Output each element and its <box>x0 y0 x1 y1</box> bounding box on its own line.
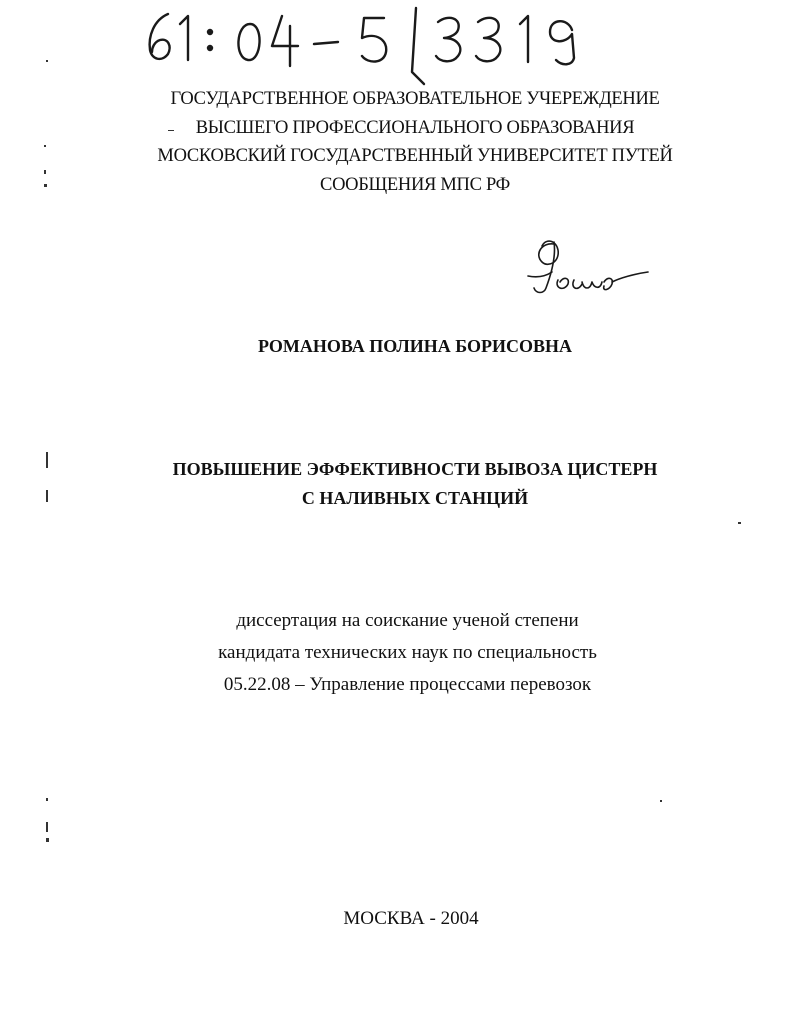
scan-speck <box>44 145 46 147</box>
degree-line-3: 05.22.08 – Управление процессами перевозок <box>223 674 592 695</box>
institution-line-4: СООБЩЕНИЯ МПС РФ <box>320 174 510 195</box>
institution-line-3: МОСКОВСКИЙ ГОСУДАРСТВЕННЫЙ УНИВЕРСИТЕТ ПУТЕЙ <box>157 146 673 166</box>
author-name: РОМАНОВА ПОЛИНА БОРИСОВНА <box>257 336 573 356</box>
degree-line-1: диссертация на соискание ученой степени <box>236 610 579 631</box>
title-line-1: ПОВЫШЕНИЕ ЭФФЕКТИВНОСТИ ВЫВОЗА ЦИСТЕРН <box>172 459 658 479</box>
scan-speck <box>46 838 49 842</box>
handwritten-archive-code <box>140 2 600 88</box>
degree-line-2: кандидата технических наук по специальность <box>218 642 597 663</box>
city-year: МОСКВА - 2004 <box>343 908 479 929</box>
title-line-2: С НАЛИВНЫХ СТАНЦИЙ <box>301 488 529 508</box>
institution-line-2: ВЫСШЕГО ПРОФЕССИОНАЛЬНОГО ОБРАЗОВАНИЯ <box>195 117 635 138</box>
scan-speck <box>660 800 662 802</box>
scan-speck <box>46 798 48 801</box>
dissertation-title <box>0 455 791 513</box>
scan-speck <box>46 822 48 832</box>
scan-speck <box>46 452 48 468</box>
scan-speck <box>46 60 48 62</box>
scan-speck <box>168 130 174 131</box>
handwritten-signature <box>524 232 654 302</box>
degree-statement <box>0 605 791 701</box>
institution-line-1: ГОСУДАРСТВЕННОЕ ОБРАЗОВАТЕЛЬНОЕ УЧЕРЕЖДЕНИЕ <box>170 89 660 109</box>
scan-speck <box>44 170 46 174</box>
scan-speck <box>738 522 741 524</box>
scan-speck <box>44 184 47 187</box>
institution-header <box>60 85 770 199</box>
scan-speck <box>46 490 48 502</box>
